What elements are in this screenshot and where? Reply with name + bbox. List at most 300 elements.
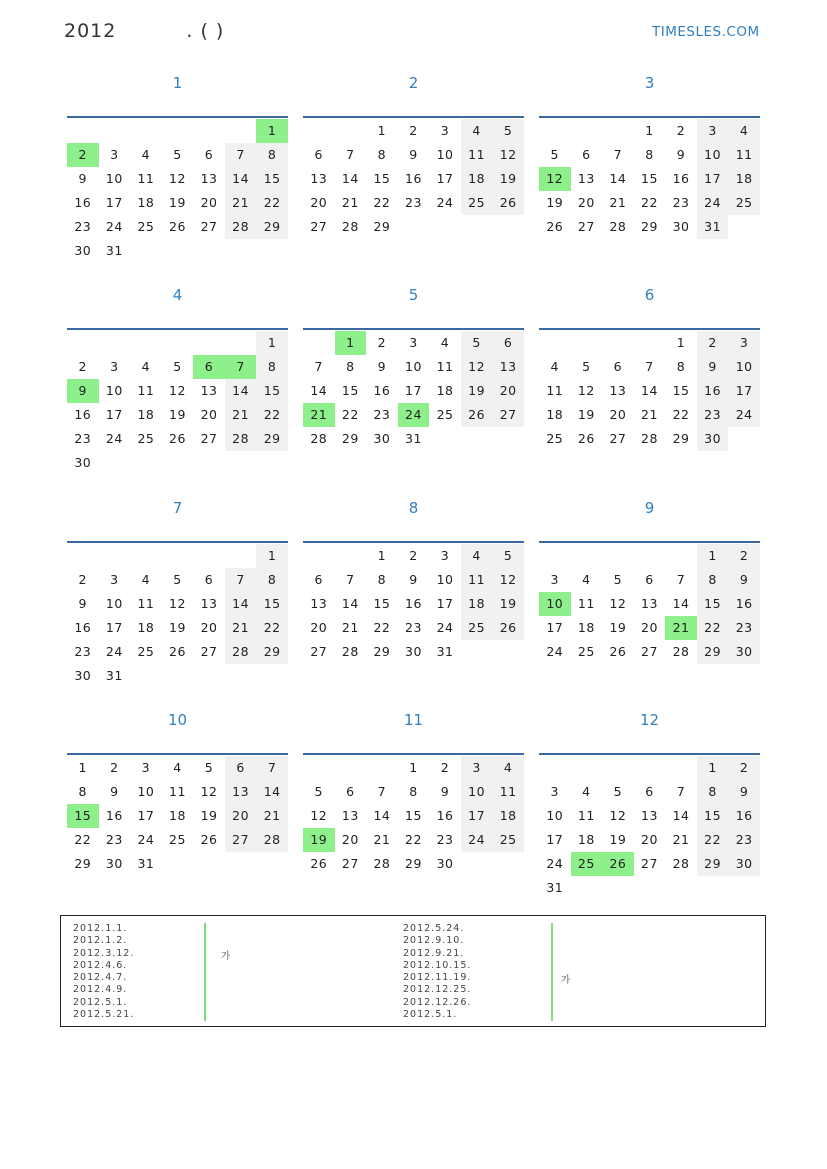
day-cell: 15 (641, 171, 658, 186)
day-cell: 25 (728, 191, 760, 215)
week-row (539, 215, 760, 239)
day-cell: 5 (492, 119, 524, 143)
day-cell: 7 (676, 784, 686, 799)
empty-cell (99, 119, 131, 143)
day-cell: 16 (74, 620, 92, 635)
day-cell: 30 (74, 455, 92, 470)
week-row (67, 355, 288, 379)
day-cell: 17 (105, 407, 123, 422)
day-cell: 24 (398, 403, 430, 427)
day-cell: 28 (609, 219, 627, 234)
day-cell: 5 (613, 784, 623, 799)
day-cell: 16 (405, 171, 422, 186)
empty-cell (193, 544, 225, 568)
day-cell: 3 (110, 572, 119, 587)
day-cell: 5 (173, 572, 182, 587)
empty-cell (162, 852, 194, 876)
day-cell: 23 (728, 828, 760, 852)
day-cell: 20 (200, 620, 218, 635)
empty-cell (492, 427, 524, 451)
day-cell: 7 (225, 568, 257, 592)
day-cell: 18 (137, 407, 155, 422)
holiday-list-left (73, 923, 134, 1021)
week-row (303, 756, 524, 780)
day-cell: 3 (110, 359, 119, 374)
month-days (67, 544, 288, 688)
day-cell: 27 (641, 856, 658, 871)
week-row (67, 427, 288, 451)
day-cell: 6 (314, 147, 323, 162)
day-cell: 20 (577, 195, 595, 210)
day-cell: 4 (173, 760, 182, 775)
day-cell: 8 (676, 359, 686, 374)
empty-cell (571, 119, 603, 143)
empty-cell (335, 756, 367, 780)
day-cell: 30 (697, 427, 729, 451)
day-cell: 30 (405, 644, 422, 659)
day-cell: 14 (341, 596, 359, 611)
day-cell: 15 (256, 167, 288, 191)
title-subtitle: . ( ) (186, 20, 225, 42)
week-row (303, 191, 524, 215)
day-cell: 20 (641, 832, 658, 847)
holiday-date: 2012.5.21. (73, 1009, 135, 1021)
calendar-grid (67, 72, 760, 912)
week-row (539, 568, 760, 592)
empty-cell (602, 331, 634, 355)
empty-cell (461, 640, 493, 664)
day-cell: 20 (609, 407, 627, 422)
day-cell: 27 (310, 219, 328, 234)
week-row (303, 592, 524, 616)
day-cell: 29 (405, 856, 422, 871)
week-row (303, 568, 524, 592)
day-cell: 10 (105, 171, 123, 186)
month-rule (303, 753, 524, 755)
day-cell: 27 (200, 219, 218, 234)
empty-cell (67, 331, 99, 355)
day-cell: 15 (373, 171, 391, 186)
empty-cell (225, 239, 257, 263)
day-cell: 19 (492, 592, 524, 616)
day-cell: 14 (225, 167, 257, 191)
empty-cell (539, 331, 571, 355)
day-cell: 4 (141, 572, 151, 587)
day-cell: 6 (204, 572, 214, 587)
empty-cell (665, 756, 697, 780)
day-cell: 31 (137, 856, 155, 871)
day-cell: 9 (728, 568, 760, 592)
day-cell: 13 (310, 596, 328, 611)
day-cell: 16 (728, 592, 760, 616)
day-cell: 9 (409, 147, 418, 162)
day-cell: 28 (256, 828, 288, 852)
day-cell: 8 (409, 784, 418, 799)
week-row (539, 828, 760, 852)
day-cell: 16 (74, 195, 92, 210)
holiday-list-left-note: 가 (221, 951, 231, 962)
page-title (64, 20, 224, 42)
month-5 (303, 284, 524, 446)
day-cell: 7 (645, 359, 654, 374)
day-cell: 18 (577, 832, 595, 847)
day-cell: 3 (728, 331, 760, 355)
week-row (539, 119, 760, 143)
week-row (303, 119, 524, 143)
empty-cell (162, 451, 194, 475)
empty-cell (303, 756, 335, 780)
day-cell: 1 (256, 544, 288, 568)
day-cell: 6 (193, 355, 225, 379)
day-cell: 3 (440, 123, 450, 138)
day-cell: 8 (256, 568, 288, 592)
day-cell: 22 (697, 828, 729, 852)
day-cell: 7 (346, 147, 355, 162)
week-row (539, 427, 760, 451)
week-row (539, 876, 760, 900)
day-cell: 19 (461, 379, 493, 403)
day-cell: 24 (137, 832, 155, 847)
day-cell: 13 (200, 596, 218, 611)
week-row (67, 568, 288, 592)
day-cell: 1 (697, 544, 729, 568)
day-cell: 19 (169, 195, 186, 210)
holiday-date: 2012.1.1. (73, 923, 128, 934)
day-cell: 13 (225, 780, 257, 804)
day-cell: 26 (609, 644, 627, 659)
empty-cell (193, 852, 225, 876)
day-cell: 6 (492, 331, 524, 355)
day-cell: 1 (409, 760, 418, 775)
day-cell: 9 (78, 171, 87, 186)
day-cell: 11 (461, 568, 493, 592)
day-cell: 8 (377, 147, 387, 162)
week-row (67, 616, 288, 640)
holiday-list-right (403, 923, 471, 1021)
day-cell: 5 (582, 359, 591, 374)
day-cell: 17 (728, 379, 760, 403)
day-cell: 1 (377, 123, 387, 138)
month-name: 10 (167, 711, 188, 729)
day-cell: 27 (310, 644, 328, 659)
day-cell: 7 (613, 147, 623, 162)
day-cell: 24 (546, 644, 564, 659)
day-cell: 31 (405, 431, 422, 446)
day-cell: 29 (697, 640, 729, 664)
empty-cell (162, 239, 194, 263)
day-cell: 26 (169, 644, 186, 659)
day-cell: 18 (492, 804, 524, 828)
day-cell: 2 (110, 760, 119, 775)
day-cell: 24 (105, 219, 123, 234)
month-days (67, 119, 288, 263)
day-cell: 13 (641, 808, 658, 823)
month-rule (67, 541, 288, 543)
day-cell: 24 (436, 195, 454, 210)
day-cell: 4 (582, 572, 591, 587)
day-cell: 16 (373, 383, 391, 398)
day-cell: 26 (310, 856, 328, 871)
day-cell: 14 (256, 780, 288, 804)
day-cell: 17 (436, 596, 454, 611)
brand-logo-text[interactable]: TIMESLES.COM (652, 24, 760, 40)
empty-cell (193, 451, 225, 475)
empty-cell (303, 544, 335, 568)
day-cell: 9 (67, 379, 99, 403)
week-row (539, 355, 760, 379)
day-cell: 4 (461, 544, 493, 568)
empty-cell (665, 876, 697, 900)
month-rule (67, 753, 288, 755)
empty-cell (256, 664, 288, 688)
day-cell: 26 (461, 403, 493, 427)
day-cell: 7 (346, 572, 355, 587)
week-row (539, 167, 760, 191)
day-cell: 8 (697, 780, 729, 804)
day-cell: 4 (728, 119, 760, 143)
week-row (303, 828, 524, 852)
empty-cell (162, 664, 194, 688)
day-cell: 14 (373, 808, 391, 823)
day-cell: 4 (440, 335, 450, 350)
day-cell: 18 (461, 592, 493, 616)
day-cell: 14 (225, 379, 257, 403)
day-cell: 23 (405, 195, 422, 210)
empty-cell (225, 451, 257, 475)
day-cell: 23 (405, 620, 422, 635)
day-cell: 9 (697, 355, 729, 379)
day-cell: 14 (641, 383, 658, 398)
empty-cell (571, 876, 603, 900)
day-cell: 30 (728, 852, 760, 876)
day-cell: 21 (225, 403, 257, 427)
empty-cell (571, 544, 603, 568)
day-cell: 17 (105, 620, 123, 635)
holiday-date: 2012.12.25. (403, 984, 472, 996)
holiday-date: 2012.10.15. (403, 959, 472, 971)
day-cell: 25 (461, 616, 493, 640)
day-cell: 2 (409, 123, 418, 138)
week-row (303, 355, 524, 379)
day-cell: 15 (256, 379, 288, 403)
day-cell: 4 (141, 147, 151, 162)
day-cell: 13 (341, 808, 359, 823)
day-cell: 11 (577, 596, 595, 611)
week-row (67, 804, 288, 828)
week-row (67, 640, 288, 664)
empty-cell (303, 119, 335, 143)
day-cell: 18 (137, 620, 155, 635)
day-cell: 13 (609, 383, 627, 398)
day-cell: 30 (105, 856, 123, 871)
week-row (67, 544, 288, 568)
day-cell: 17 (105, 195, 123, 210)
day-cell: 2 (440, 760, 450, 775)
week-row (539, 592, 760, 616)
day-cell: 7 (377, 784, 387, 799)
holiday-date: 2012.5.1. (403, 1009, 458, 1021)
day-cell: 10 (137, 784, 155, 799)
week-row (67, 828, 288, 852)
month-rule (539, 116, 760, 118)
day-cell: 16 (105, 808, 123, 823)
day-cell: 27 (341, 856, 359, 871)
day-cell: 7 (676, 572, 686, 587)
day-cell: 22 (641, 195, 658, 210)
day-cell: 5 (173, 359, 182, 374)
empty-cell (634, 331, 666, 355)
day-cell: 19 (303, 828, 335, 852)
day-cell: 22 (74, 832, 92, 847)
day-cell: 31 (697, 215, 729, 239)
day-cell: 2 (78, 572, 87, 587)
month-9 (539, 497, 760, 659)
empty-cell (492, 640, 524, 664)
week-row (539, 780, 760, 804)
day-cell: 15 (256, 592, 288, 616)
day-cell: 20 (200, 195, 218, 210)
month-days (67, 756, 288, 876)
day-cell: 18 (137, 195, 155, 210)
day-cell: 11 (577, 808, 595, 823)
month-name: 2 (408, 74, 419, 92)
day-cell: 22 (256, 403, 288, 427)
day-cell: 22 (672, 407, 690, 422)
holiday-list (60, 915, 766, 1027)
day-cell: 31 (105, 243, 123, 258)
day-cell: 12 (609, 596, 627, 611)
day-cell: 5 (461, 331, 493, 355)
day-cell: 28 (373, 856, 391, 871)
day-cell: 14 (672, 596, 690, 611)
empty-cell (366, 756, 398, 780)
day-cell: 24 (461, 828, 493, 852)
week-row (67, 780, 288, 804)
day-cell: 26 (492, 616, 524, 640)
week-row (539, 756, 760, 780)
month-name: 4 (172, 286, 183, 304)
month-name: 9 (644, 499, 655, 517)
empty-cell (602, 544, 634, 568)
empty-cell (634, 544, 666, 568)
day-cell: 10 (105, 383, 123, 398)
day-cell: 9 (377, 359, 387, 374)
day-cell: 10 (436, 147, 454, 162)
empty-cell (398, 215, 430, 239)
day-cell: 22 (341, 407, 359, 422)
day-cell: 1 (676, 335, 686, 350)
day-cell: 7 (314, 359, 323, 374)
day-cell: 25 (577, 644, 595, 659)
day-cell: 24 (728, 403, 760, 427)
month-rule (303, 541, 524, 543)
day-cell: 21 (672, 832, 690, 847)
week-row (67, 403, 288, 427)
day-cell: 1 (78, 760, 87, 775)
week-row (67, 592, 288, 616)
week-row (303, 403, 524, 427)
day-cell: 24 (697, 191, 729, 215)
day-cell: 19 (609, 832, 627, 847)
day-cell: 2 (676, 123, 686, 138)
empty-cell (602, 756, 634, 780)
day-cell: 27 (492, 403, 524, 427)
empty-cell (728, 876, 760, 900)
day-cell: 11 (461, 143, 493, 167)
week-row (303, 167, 524, 191)
month-7 (67, 497, 288, 683)
day-cell: 20 (310, 620, 328, 635)
day-cell: 3 (697, 119, 729, 143)
day-cell: 15 (697, 592, 729, 616)
day-cell: 16 (436, 808, 454, 823)
day-cell: 3 (550, 572, 559, 587)
day-cell: 11 (436, 359, 454, 374)
day-cell: 8 (78, 784, 87, 799)
day-cell: 9 (110, 784, 119, 799)
day-cell: 3 (461, 756, 493, 780)
day-cell: 25 (461, 191, 493, 215)
day-cell: 7 (225, 355, 257, 379)
week-row (67, 756, 288, 780)
day-cell: 12 (169, 596, 186, 611)
holiday-date: 2012.9.21. (403, 947, 465, 959)
empty-cell (256, 451, 288, 475)
day-cell: 11 (728, 143, 760, 167)
day-cell: 12 (169, 383, 186, 398)
day-cell: 25 (137, 431, 155, 446)
day-cell: 30 (728, 640, 760, 664)
week-row (303, 427, 524, 451)
month-name: 1 (172, 74, 183, 92)
day-cell: 23 (105, 832, 123, 847)
day-cell: 21 (641, 407, 658, 422)
day-cell: 19 (169, 620, 186, 635)
day-cell: 6 (645, 572, 654, 587)
day-cell: 16 (74, 407, 92, 422)
day-cell: 28 (225, 427, 257, 451)
day-cell: 17 (405, 383, 422, 398)
empty-cell (429, 427, 461, 451)
month-rule (539, 328, 760, 330)
day-cell: 6 (225, 756, 257, 780)
empty-cell (728, 427, 760, 451)
day-cell: 27 (641, 644, 658, 659)
week-row (539, 616, 760, 640)
day-cell: 4 (141, 359, 151, 374)
holiday-date: 2012.12.26. (403, 996, 472, 1008)
week-row (67, 119, 288, 143)
day-cell: 18 (728, 167, 760, 191)
day-cell: 23 (373, 407, 391, 422)
day-cell: 4 (550, 359, 559, 374)
day-cell: 9 (728, 780, 760, 804)
month-name: 11 (403, 711, 424, 729)
day-cell: 22 (373, 620, 391, 635)
day-cell: 12 (461, 355, 493, 379)
week-row (539, 143, 760, 167)
day-cell: 17 (697, 167, 729, 191)
week-row (539, 379, 760, 403)
day-cell: 1 (697, 756, 729, 780)
empty-cell (130, 239, 162, 263)
empty-cell (256, 852, 288, 876)
day-cell: 11 (137, 596, 155, 611)
day-cell: 28 (641, 431, 658, 446)
day-cell: 8 (697, 568, 729, 592)
week-row (67, 664, 288, 688)
empty-cell (335, 544, 367, 568)
